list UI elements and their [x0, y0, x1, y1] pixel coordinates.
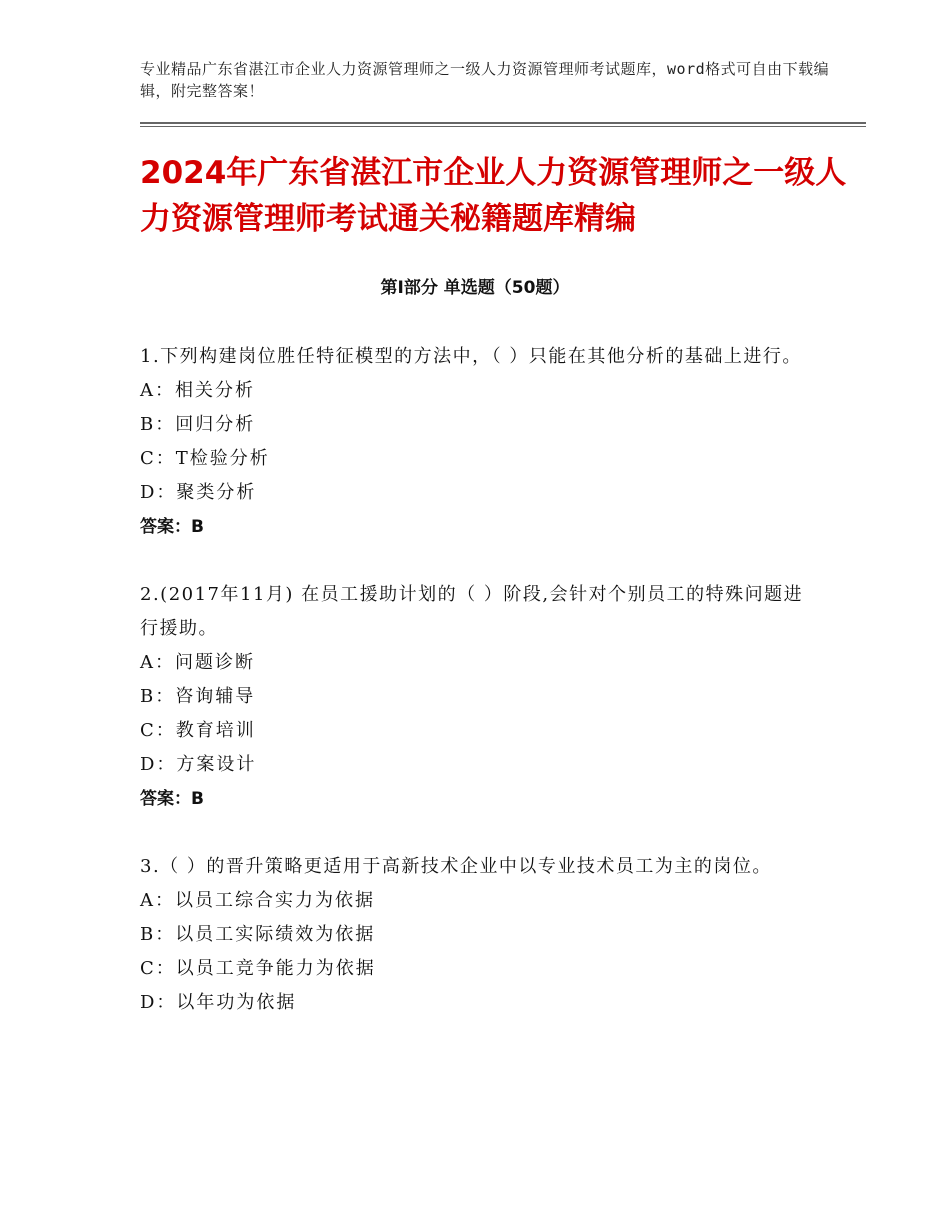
- question-stem: 2.(2017年11月) 在员工援助计划的（ ）阶段,会针对个别员工的特殊问题进行援助。: [140, 584, 804, 639]
- option-c: C：T检验分析: [140, 448, 270, 469]
- question-2: [140, 578, 820, 816]
- option-a: A：问题诊断: [140, 652, 255, 673]
- option-d: D：聚类分析: [140, 482, 257, 503]
- option-a: A：相关分析: [140, 380, 255, 401]
- header-divider: [140, 122, 866, 124]
- question-stem: 3.（ ）的晋升策略更适用于高新技术企业中以专业技术员工为主的岗位。: [140, 856, 772, 877]
- question-3: [140, 850, 820, 1020]
- option-b: B：以员工实际绩效为依据: [140, 924, 376, 945]
- header-note: 专业精品广东省湛江市企业人力资源管理师之一级人力资源管理师考试题库，word格式可自由下载编辑，附完整答案！: [140, 60, 830, 100]
- option-b: B：回归分析: [140, 414, 256, 435]
- section-heading: 第Ⅰ部分 单选题（50题）: [380, 278, 570, 298]
- option-a: A：以员工综合实力为依据: [140, 890, 375, 911]
- option-c: C：教育培训: [140, 720, 256, 741]
- answer: 答案：B: [140, 789, 204, 809]
- option-b: B：咨询辅导: [140, 686, 256, 707]
- document-title: 2024年广东省湛江市企业人力资源管理师之一级人力资源管理师考试通关秘籍题库精编: [140, 155, 847, 237]
- question-1: [140, 340, 820, 544]
- question-list: [140, 340, 820, 1054]
- option-d: D：方案设计: [140, 754, 257, 775]
- question-stem: 1.下列构建岗位胜任特征模型的方法中，（ ）只能在其他分析的基础上进行。: [140, 346, 802, 367]
- option-c: C：以员工竞争能力为依据: [140, 958, 376, 979]
- option-d: D：以年功为依据: [140, 992, 297, 1013]
- header-divider-thin: [140, 126, 866, 127]
- answer: 答案：B: [140, 517, 204, 537]
